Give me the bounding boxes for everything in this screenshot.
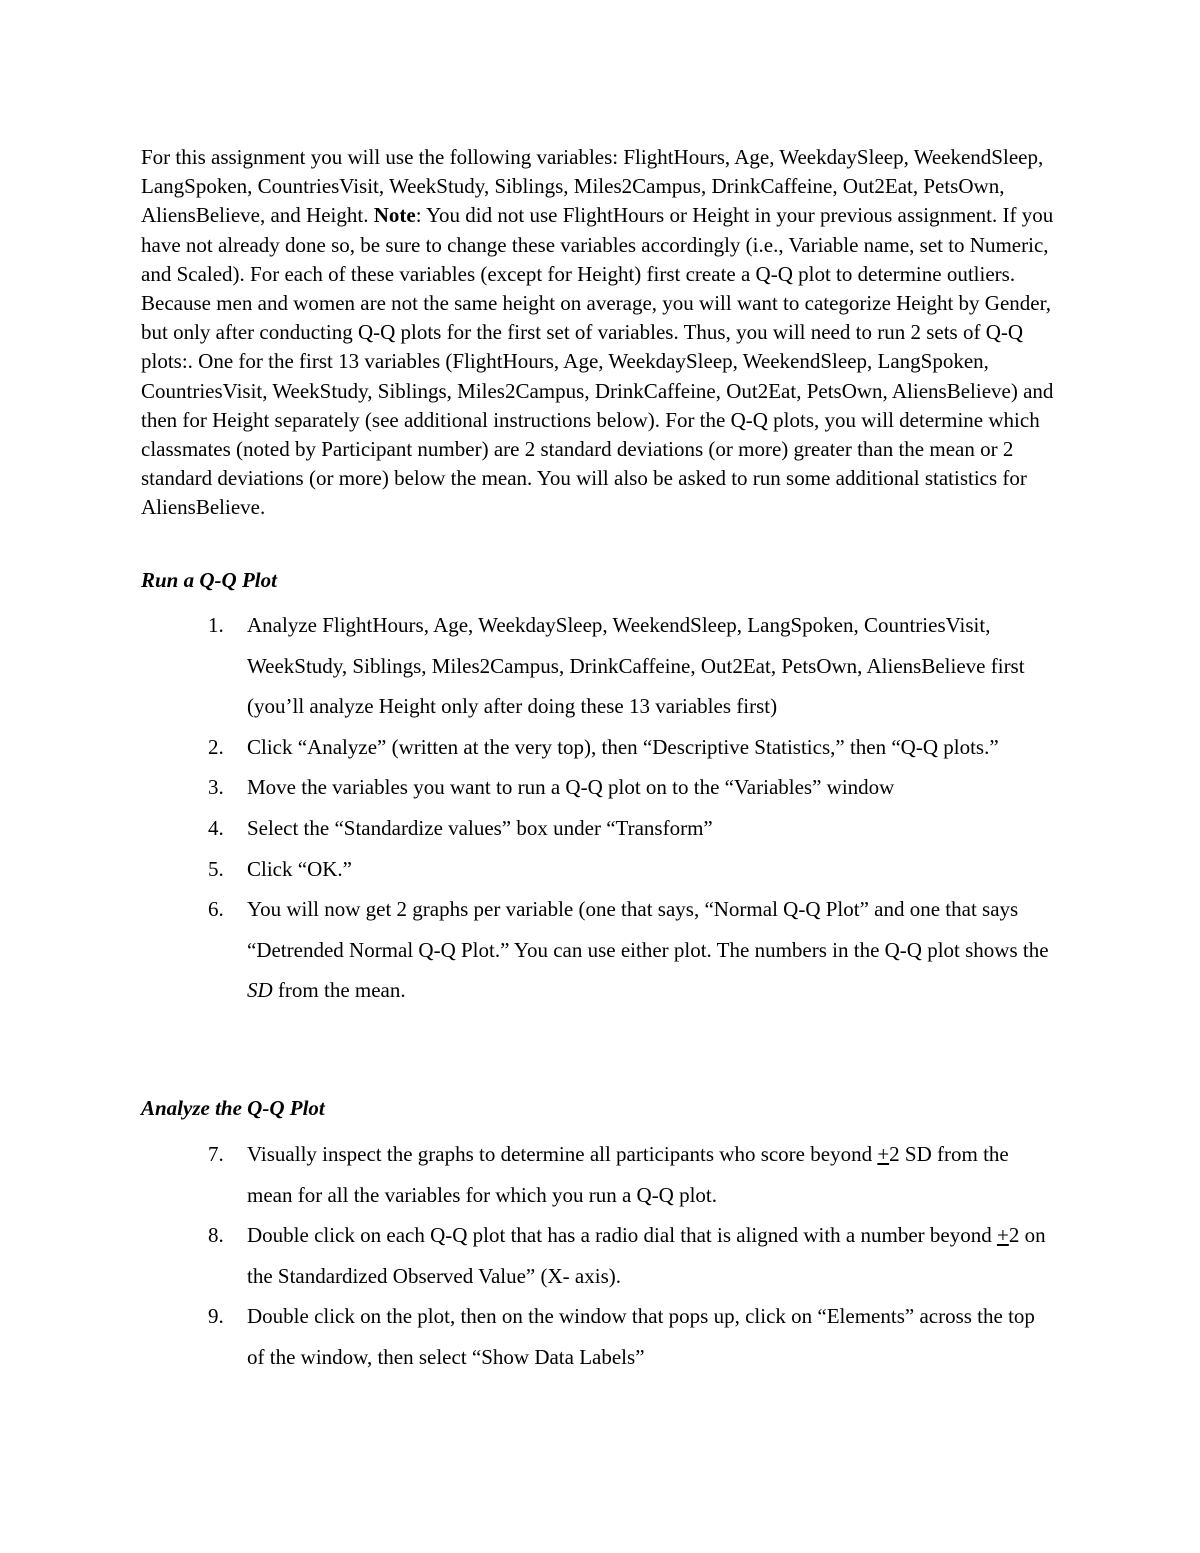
step-text: Click “Analyze” (written at the very top), then “Descriptive Statistics,” then “Q-Q plots.” — [247, 734, 999, 759]
step-text-b: 2 on the Standardized Observed Value” (X- axis). — [247, 1223, 1046, 1288]
step-text-a: Visually inspect the graphs to determine all participants who score beyond — [247, 1142, 878, 1166]
intro-paragraph — [141, 143, 1071, 523]
step-number: 2. — [208, 734, 224, 759]
plus-minus-symbol: + — [877, 1142, 890, 1166]
step-text — [247, 1215, 1057, 1296]
step-number: 3. — [208, 775, 224, 800]
step-text — [247, 1134, 1057, 1215]
step-3 — [0, 767, 1200, 808]
step-number: 4. — [208, 815, 224, 840]
step-7 — [0, 1134, 1200, 1215]
step-8 — [0, 1215, 1200, 1296]
plus-minus-symbol: + — [996, 1223, 1009, 1248]
section-heading-analyze-qq-plot: Analyze the Q-Q Plot — [141, 1096, 325, 1120]
step-9 — [0, 1296, 1200, 1377]
note-label: Note — [373, 203, 416, 228]
step-text: Click “OK.” — [247, 856, 352, 881]
intro-text-part1: For this assignment you will use the following variables: FlightHours, Age, WeekdaySleep, WeekendSleep, LangSpoken, CountriesVisit, WeekStudy, Siblings, Miles2Campus, DrinkCaffeine, Out2Eat, PetsOwn, AliensBelieve, and Height. — [141, 145, 1044, 228]
step-1 — [0, 605, 1200, 727]
intro-text-part2: : You did not use FlightHours or Height in your previous assignment. If you have not already done so, be sure to change these variables accordingly (i.e., Variable name, set to Numeric, and Scaled). For each of these variables (except for Height) first create a Q-Q plot to determine outliers. Because men and women are not the same height on average, you will want to categorize Height by Gender, but only after conducting Q-Q plots for the first set of variables. Thus, you will need to run 2 sets of Q-Q plots:. One for the first 13 variables (FlightHours, Age, WeekdaySleep, WeekendSleep, LangSpoken, CountriesVisit, WeekStudy, Siblings, Miles2Campus, DrinkCaffeine, Out2Eat, PetsOwn, AliensBelieve) and then for Height separately (see additional instructions below). For the Q-Q plots, you will determine which classmates (noted by Participant number) are 2 standard deviations (or more) greater than the mean or 2 standard deviations (or more) below the mean. You will also be asked to run some additional statistics for AliensBelieve. — [141, 203, 1054, 520]
step-4 — [0, 808, 1200, 849]
step-text-a: You will now get 2 graphs per variable (one that says, “Normal Q-Q Plot” and one that says “Detrended Normal Q-Q Plot.” You can use either plot. The numbers in the Q-Q plot shows the — [247, 897, 1049, 962]
section-heading-run-qq-plot: Run a Q-Q Plot — [141, 568, 277, 592]
analyze-qq-steps-list — [0, 1134, 1200, 1378]
step-2 — [0, 727, 1200, 768]
step-number: 6. — [208, 897, 224, 922]
step-text: Select the “Standardize values” box under “Transform” — [247, 815, 713, 840]
step-text: Analyze FlightHours, Age, WeekdaySleep, WeekendSleep, LangSpoken, CountriesVisit, WeekStudy, Siblings, Miles2Campus, DrinkCaffeine, Out2Eat, PetsOwn, AliensBelieve first (you’ll analyze Height only after doing these 13 variables first) — [247, 613, 1025, 719]
step-text: Move the variables you want to run a Q-Q plot on to the “Variables” window — [247, 775, 895, 800]
step-number: 8. — [208, 1223, 224, 1248]
step-6 — [0, 889, 1200, 1011]
step-number: 9. — [208, 1304, 224, 1329]
step-5 — [0, 849, 1200, 890]
step-number: 5. — [208, 856, 224, 881]
step-text: Double click on the plot, then on the window that pops up, click on “Elements” across the top of the window, then select “Show Data Labels” — [247, 1304, 1035, 1369]
step-text-b: from the mean. — [272, 978, 406, 1003]
run-qq-steps-list — [0, 605, 1200, 1011]
step-number: 1. — [208, 613, 224, 637]
step-text-b: 2 SD from the mean for all the variables for which you run a Q-Q plot. — [247, 1142, 1009, 1207]
step-text — [247, 889, 1057, 1011]
step-number: 7. — [208, 1142, 224, 1166]
sd-italic: SD — [247, 978, 273, 1003]
step-text-a: Double click on each Q-Q plot that has a radio dial that is aligned with a number beyond — [247, 1223, 997, 1248]
